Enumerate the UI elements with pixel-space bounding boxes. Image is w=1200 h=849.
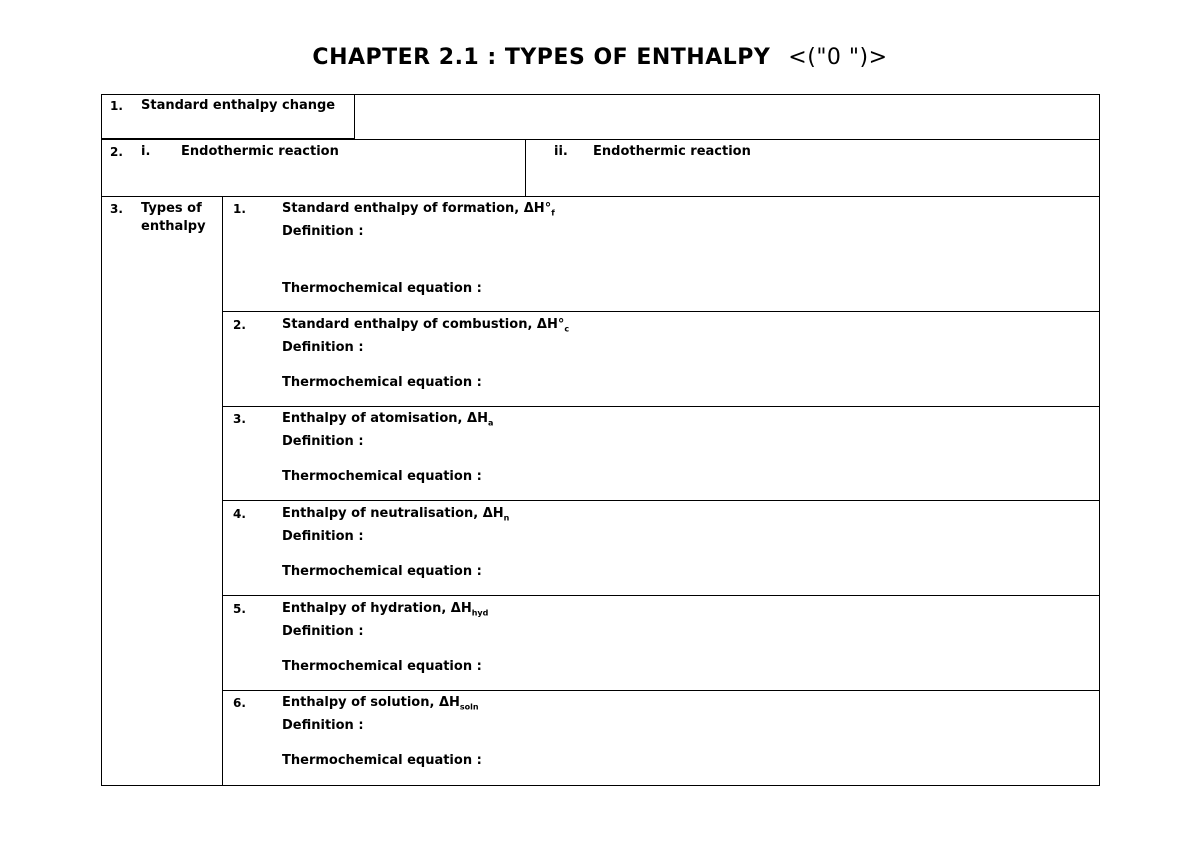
type-divider — [222, 690, 1100, 691]
type-name: Enthalpy of neutralisation, $\Delta H_n$ — [282, 506, 510, 523]
equation-label: Thermochemical equation : — [282, 281, 482, 296]
equation-label: Thermochemical equation : — [282, 753, 482, 768]
definition-label: Definition : — [282, 718, 364, 733]
row2-right-label: Endothermic reaction — [593, 144, 751, 159]
definition-label: Definition : — [282, 224, 364, 239]
type-divider — [222, 406, 1100, 407]
type-name: Enthalpy of atomisation, $\Delta H_a$ — [282, 411, 494, 428]
row2-divider — [101, 196, 1100, 197]
type-number: 2. — [233, 318, 246, 332]
row1-number: 1. — [110, 99, 123, 113]
worksheet-table — [101, 94, 1100, 786]
definition-label: Definition : — [282, 529, 364, 544]
row3-label-line1: Types of — [141, 201, 202, 216]
page-title — [0, 45, 1200, 70]
row1-divider — [101, 139, 1100, 140]
equation-label: Thermochemical equation : — [282, 564, 482, 579]
type-number: 4. — [233, 507, 246, 521]
type-name: Standard enthalpy of combustion, $\Delta H^\circ_c$ — [282, 317, 570, 334]
row2-col-divider — [525, 139, 526, 196]
type-name: Standard enthalpy of formation, $\Delta H^\circ_f$ — [282, 201, 555, 218]
equation-label: Thermochemical equation : — [282, 659, 482, 674]
type-name: Enthalpy of solution, $\Delta H_{soln}$ — [282, 695, 479, 712]
equation-label: Thermochemical equation : — [282, 469, 482, 484]
type-number: 3. — [233, 412, 246, 426]
definition-label: Definition : — [282, 340, 364, 355]
row1-label: Standard enthalpy change — [141, 98, 336, 113]
row2-left-label: Endothermic reaction — [181, 144, 339, 159]
equation-label: Thermochemical equation : — [282, 375, 482, 390]
row2-number: 2. — [110, 145, 123, 159]
row3-label-line2: enthalpy — [141, 219, 206, 234]
type-divider — [222, 311, 1100, 312]
row2-right-roman: ii. — [554, 144, 568, 159]
definition-label: Definition : — [282, 434, 364, 449]
type-number: 1. — [233, 202, 246, 216]
row3-col-divider — [222, 196, 223, 786]
row3-number: 3. — [110, 202, 123, 216]
title-emoticon: <("0 ")> — [788, 45, 888, 70]
definition-label: Definition : — [282, 624, 364, 639]
type-divider — [222, 500, 1100, 501]
title-text: CHAPTER 2.1 : TYPES OF ENTHALPY — [312, 45, 771, 70]
type-divider — [222, 595, 1100, 596]
type-number: 5. — [233, 602, 246, 616]
type-number: 6. — [233, 696, 246, 710]
type-name: Enthalpy of hydration, $\Delta H_{hyd}$ — [282, 601, 489, 618]
row2-left-roman: i. — [141, 144, 151, 159]
